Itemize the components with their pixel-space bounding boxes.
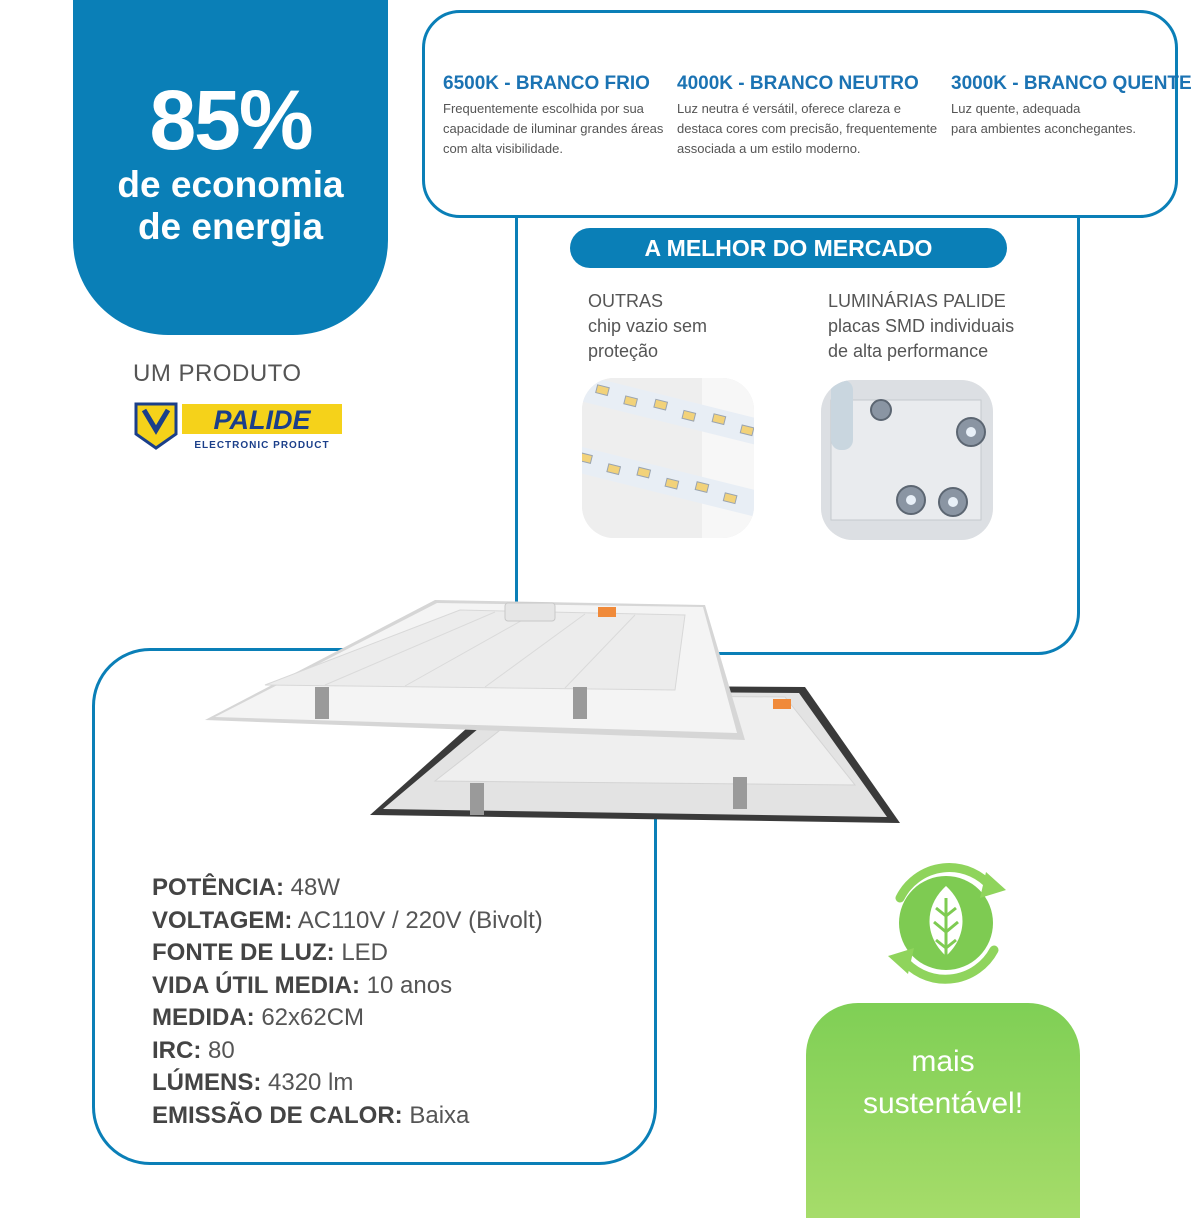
temp-6500k (443, 73, 663, 159)
produto-label: UM PRODUTO (133, 360, 302, 387)
palide-smd-board-photo (821, 380, 993, 540)
sustainable-line2: sustentável! (862, 1087, 1024, 1120)
spec-row: LÚMENS: 4320 lm (152, 1069, 354, 1096)
temp-title: 3000K - BRANCO QUENTE (951, 73, 1192, 94)
temp-4000k (677, 73, 937, 159)
temp-description: Frequentemente escolhida por sua capacidade de iluminar grandes áreas com alta visibilidade. (443, 101, 664, 156)
energy-savings-badge (73, 0, 388, 335)
spec-row: MEDIDA: 62x62CM (152, 1004, 365, 1031)
best-in-market-heading: A MELHOR DO MERCADO (570, 228, 1007, 268)
spec-row: IRC: 80 (152, 1036, 235, 1064)
color-temperature-panel (422, 10, 1192, 218)
temp-description: Luz quente, adequada para ambientes aconchegantes. (951, 101, 1137, 136)
logo-tagline: ELECTRONIC PRODUCT (194, 440, 330, 451)
temp-title: 4000K - BRANCO NEUTRO (677, 73, 919, 94)
energy-percent: 85% (149, 73, 312, 167)
sustainable-badge (806, 1003, 1080, 1218)
spec-row: EMISSÃO DE CALOR: Baixa (152, 1101, 470, 1129)
energy-caption: de economia de energia (117, 164, 344, 247)
spec-row: VOLTAGEM: AC110V / 220V (Bivolt) (152, 906, 543, 934)
sustainable-line1: mais (911, 1045, 975, 1078)
temp-3000k (951, 73, 1192, 139)
temp-description: Luz neutra é versátil, oferece clareza e destaca cores com precisão, frequentemente associada a um estilo moderno. (677, 101, 938, 156)
others-caption: OUTRAS chip vazio sem proteção (588, 291, 708, 361)
recycle-leaf-icon (880, 858, 1015, 988)
logo-brand: PALIDE (213, 405, 311, 435)
palide-caption: LUMINÁRIAS PALIDE placas SMD individuais de alta performance (828, 291, 1015, 361)
other-led-strip-photo (582, 378, 754, 538)
specification-list (152, 872, 543, 1132)
spec-row: FONTE DE LUZ: LED (152, 939, 389, 966)
spec-row: POTÊNCIA: 48W (152, 874, 341, 901)
spec-row: VIDA ÚTIL MEDIA: 10 anos (152, 971, 453, 999)
led-panel-product-photo (205, 595, 900, 830)
palide-logo (134, 400, 344, 452)
temp-title: 6500K - BRANCO FRIO (443, 73, 650, 94)
